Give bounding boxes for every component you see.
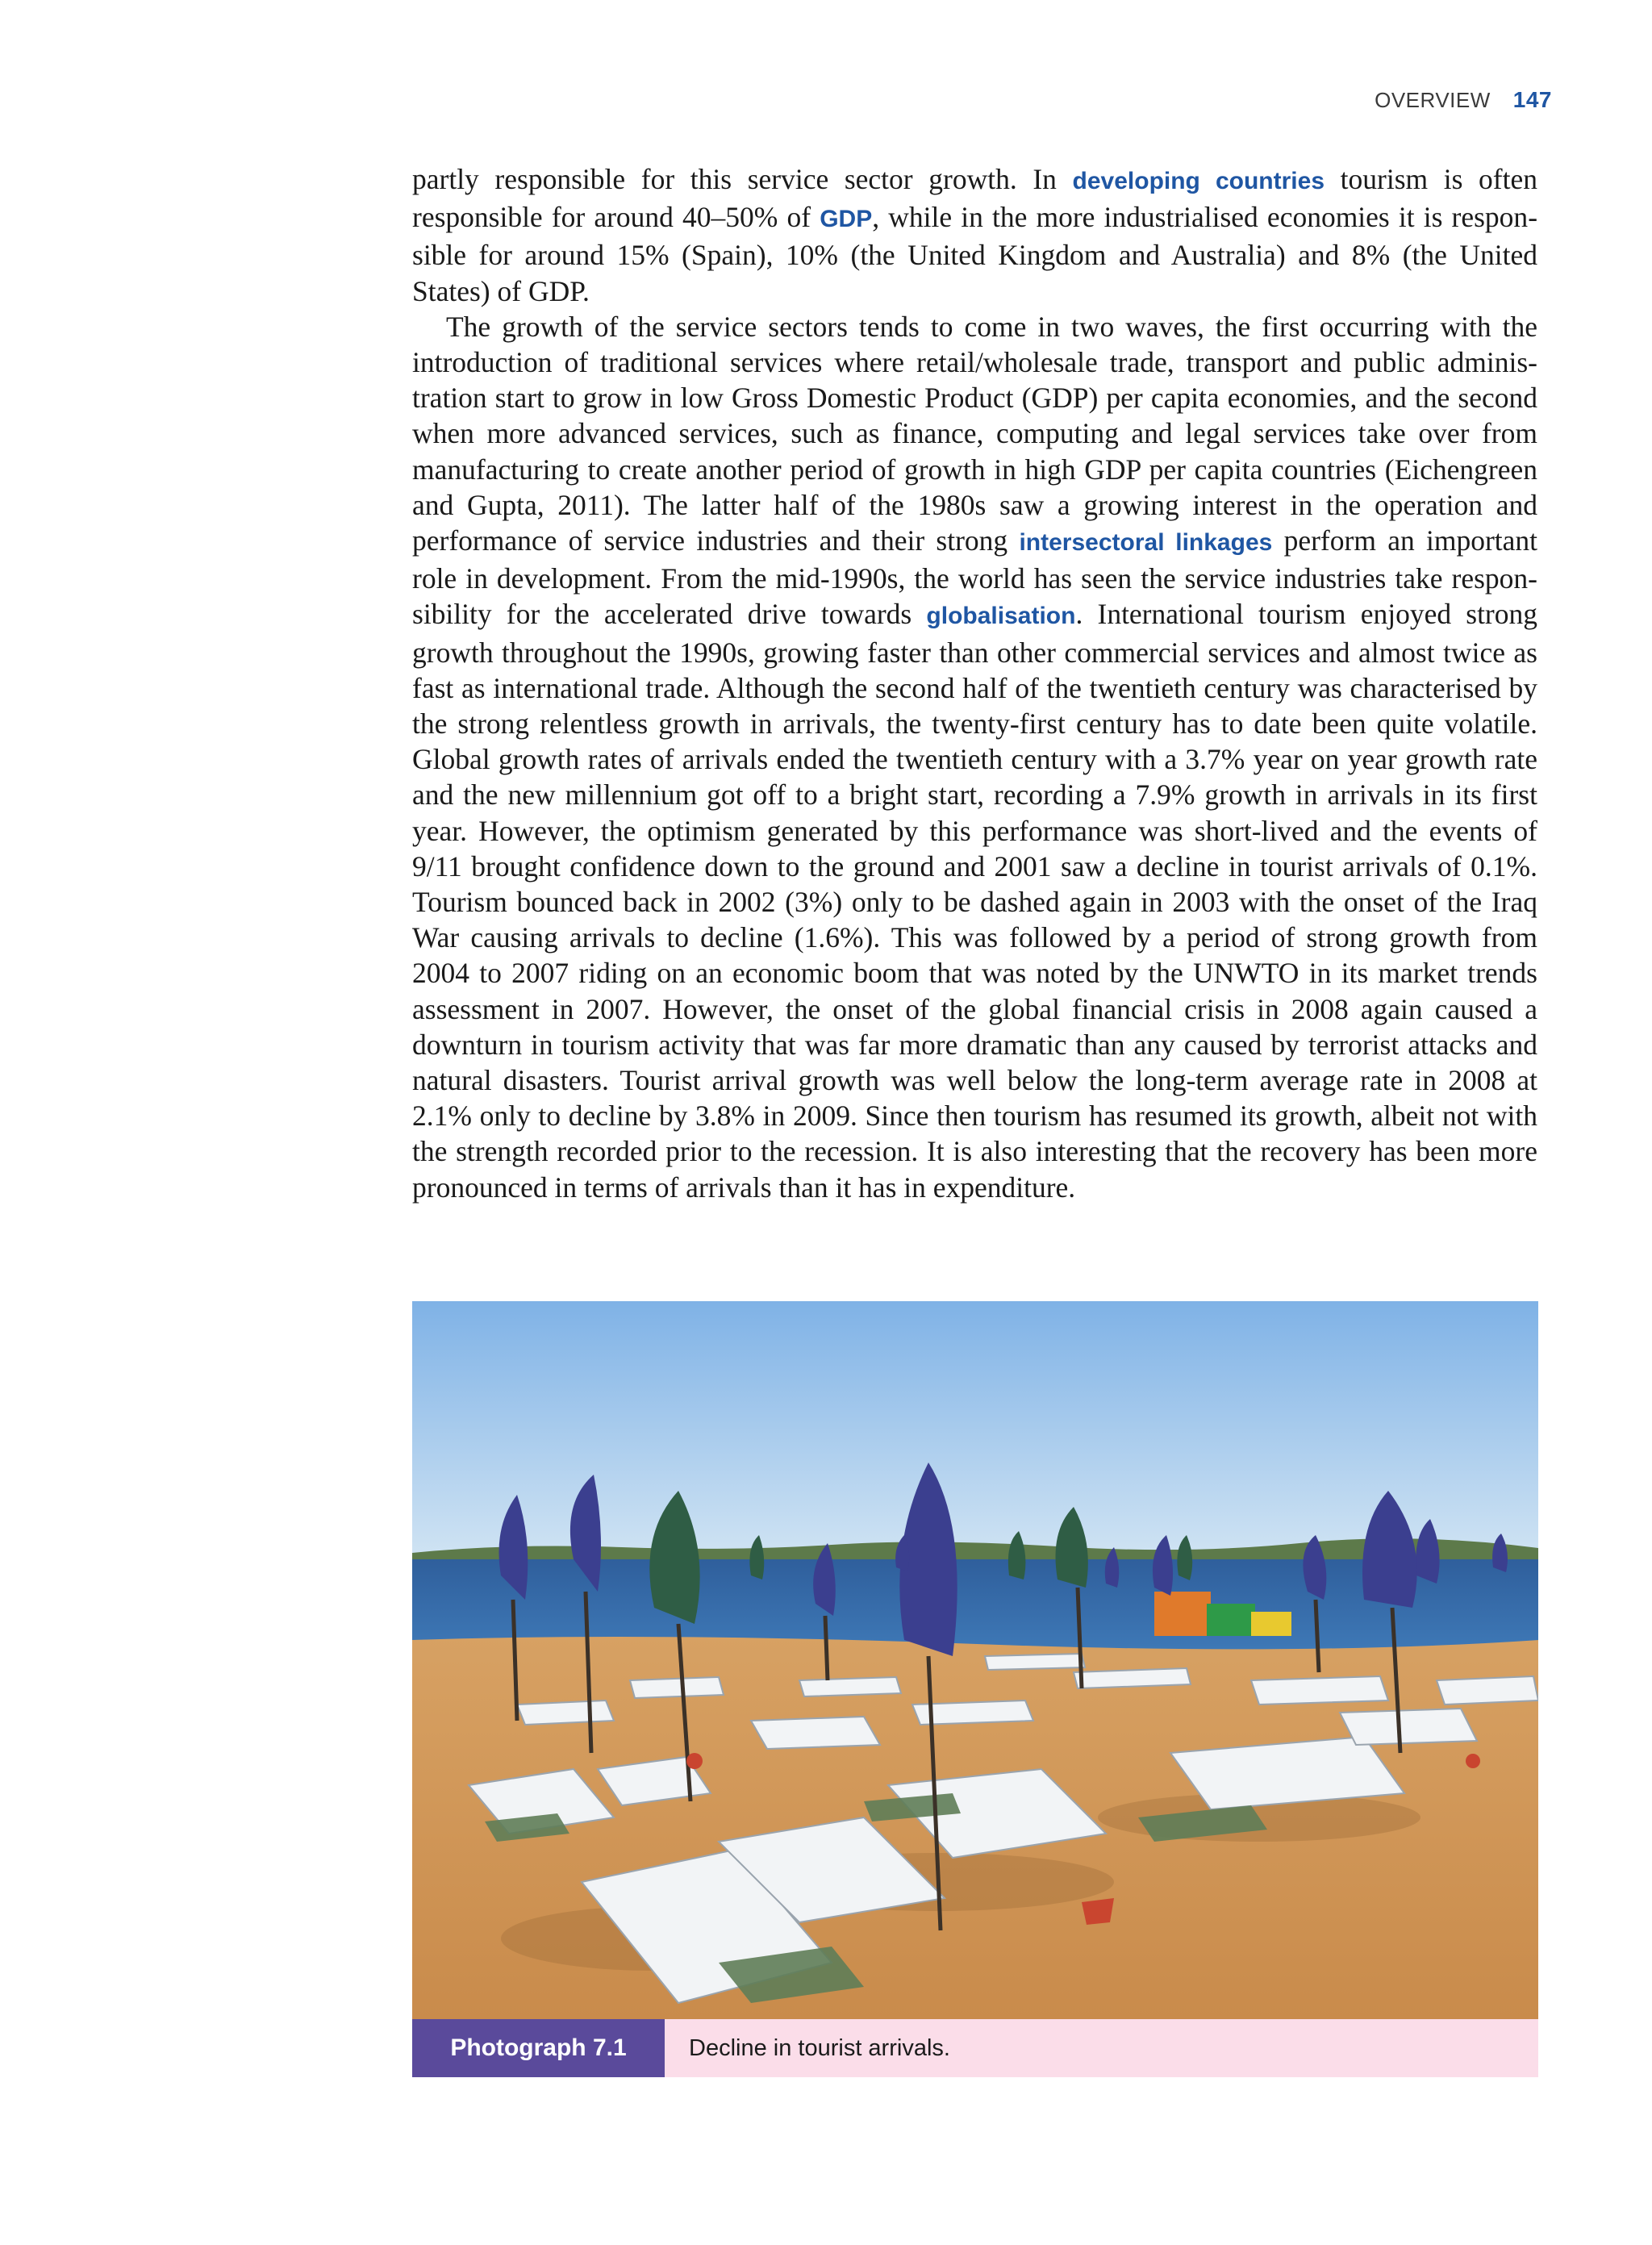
glossary-term: GDP [820,206,873,233]
body-paragraph [412,161,1537,309]
paragraph-text: , while in the more industrialised economies it is responsible for around 15% (Spain), 10% (the United Kingdom and Australia) and 8% (the United States) of GDP. [412,201,1538,307]
paragraph-text: perform an important role in development. From the mid-1990s, the world has seen the service industries take responsibility for the accelerated drive towards [412,524,1538,631]
section-title: OVERVIEW [1375,88,1491,112]
running-head [1375,87,1552,113]
paragraph-text: partly responsible for this service sector growth. In [412,163,1073,195]
figure-caption [412,2019,1538,2077]
paragraph-text: . International tourism enjoyed strong growth throughout the 1990s, growing faster than other commercial services and almost twice as fast as international trade. Although the second half of the twentieth century was characterised by the strong relentless growth in arrivals, the twenty-first century has to date been quite volatile. Global growth rates of arrivals ended the twentieth century with a 3.7% year on year growth rate and the new millennium got off to a bright start, recording a 7.9% growth in arrivals in its first year. However, the optimism generated by this performance was short-lived and the events of 9/11 brought confidence down to the ground and 2001 saw a decline in tourist arrivals of 0.1%. Tourism bounced back in 2002 (3%) only to be dashed again in 2003 with the onset of the Iraq War causing arrivals to decline (1.6%). This was followed by a period of strong growth from 2004 to 2007 riding on an economic boom that was noted by the UNWTO in its market trends assessment in 2007. However, the onset of the global financial crisis in 2008 again caused a downturn in tourism activity that was far more dramatic than any caused by terrorist attacks and natural disasters. Tourist arrival growth was well below the long-term average rate in 2008 at 2.1% only to decline by 3.8% in 2009. Since then tourism has resumed its growth, albeit not with the strength recorded prior to the recession. It is also interesting that the recovery has been more pronounced in terms of arrivals than it has in expenditure. [412,598,1538,1204]
body-paragraph [412,309,1537,1205]
photograph-figure [412,1301,1538,2077]
figure-label: Photograph 7.1 [412,2019,665,2077]
glossary-term: globalisation [926,603,1076,630]
paragraph-text: The growth of the service sectors tends to come in two waves, the first occurring with the introduction of traditional services where retail/wholesale trade, transport and public administration start to grow in low Gross Domestic Product (GDP) per capita economies, and the second when more advanced services, such as finance, computing and legal services take over from manufacturing to create another period of growth in high GDP per capita countries (Eichengreen and Gupta, 2011). The latter half of the 1980s saw a growing interest in the operation and performance of service industries and their strong [412,310,1537,557]
figure-caption-text: Decline in tourist arrivals. [665,2019,1538,2077]
body-text [412,161,1537,1205]
glossary-term: developing countries [1072,168,1325,194]
page-number: 147 [1512,87,1552,112]
glossary-term: intersectoral linkages [1019,529,1273,557]
beach-photograph [412,1301,1538,2019]
paragraph-text: tourism is often responsible for around 40–50% of [412,163,1538,234]
